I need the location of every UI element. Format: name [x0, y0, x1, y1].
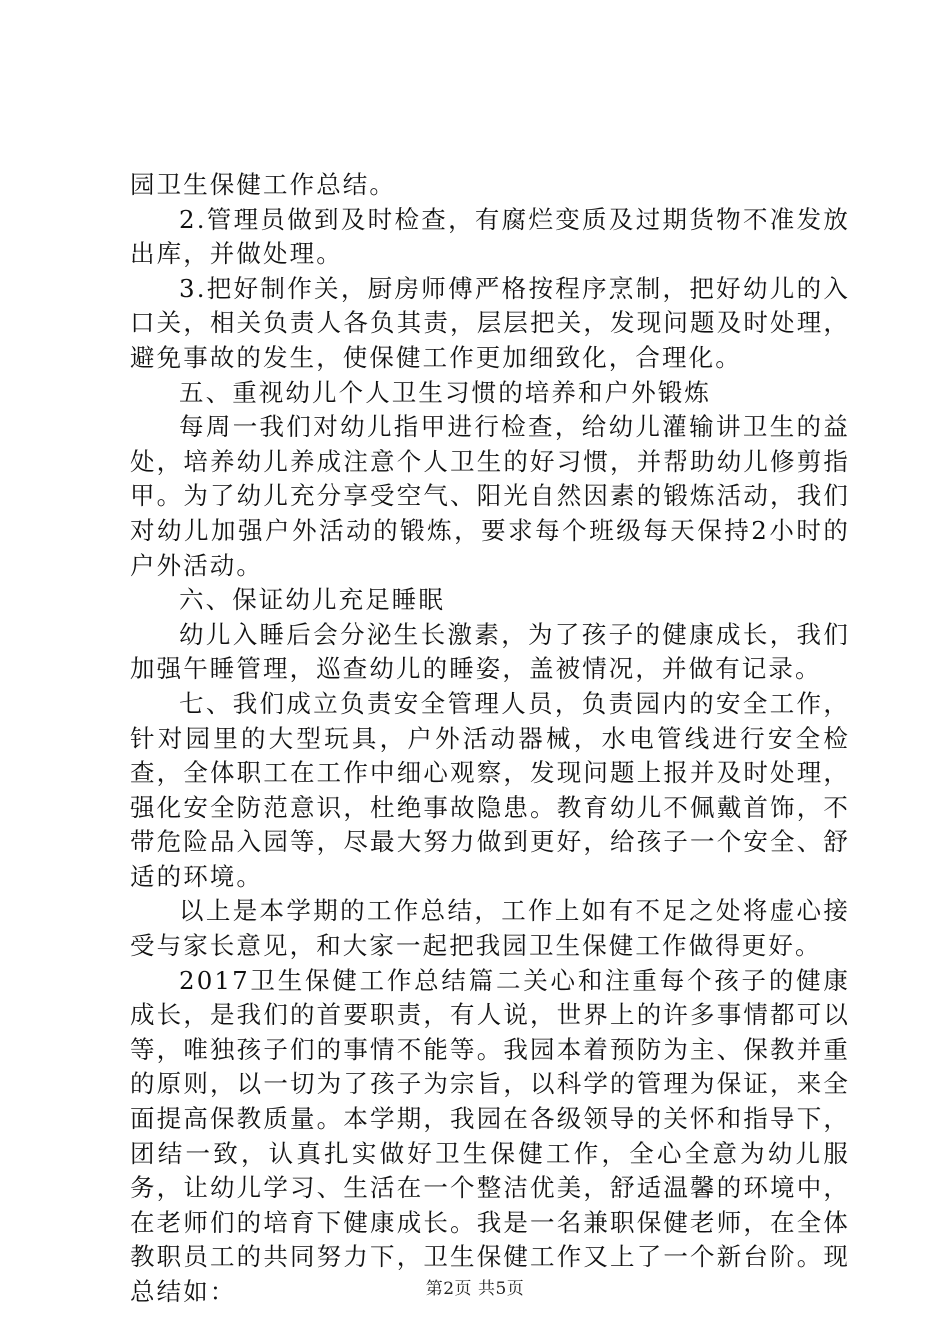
page-footer: 第2页 共5页: [425, 1279, 525, 1299]
paragraph-3: 3.把好制作关，厨房师傅严格按程序烹制，把好幼儿的入口关，相关负责人各负其责，层层把关，发现问题及时处理，避免事故的发生，使保健工作更加细致化，合理化。: [130, 273, 850, 372]
section-heading-6: 六、保证幼儿充足睡眠: [179, 585, 445, 615]
paragraph-7: 以上是本学期的工作总结，工作上如有不足之处将虚心接受与家长意见，和大家一起把我园卫生保健工作做得更好。: [130, 896, 850, 961]
paragraph-4: 每周一我们对幼儿指甲进行检查，给幼儿灌输讲卫生的益处，培养幼儿养成注意个人卫生的好习惯，并帮助幼儿修剪指甲。为了幼儿充分享受空气、阳光自然因素的锻炼活动，我们对幼儿加强户外活动的锻炼，要求每个班级每天保持2小时的户外活动。: [130, 412, 850, 580]
paragraph-8: 2017卫生保健工作总结篇二关心和注重每个孩子的健康成长，是我们的首要职责，有人说，世界上的许多事情都可以等，唯独孩子们的事情不能等。我园本着预防为主、保教并重的原则，以一切为了孩子为宗旨，以科学的管理为保证，来全面提高保教质量。本学期，我园在各级领导的关怀和指导下，团结一致，认真扎实做好卫生保健工作，全心全意为幼儿服务，让幼儿学习、生活在一个整洁优美，舒适温馨的环境中，在老师们的培育下健康成长。我是一名兼职保健老师，在全体教职员工的共同努力下，卫生保健工作又上了一个新台阶。现总结如：: [130, 965, 850, 1306]
paragraph-5: 幼儿入睡后会分泌生长激素，为了孩子的健康成长，我们加强午睡管理，巡查幼儿的睡姿，盖被情况，并做有记录。: [130, 619, 850, 684]
paragraph-2: 2.管理员做到及时检查，有腐烂变质及过期货物不准发放出库，并做处理。: [130, 204, 850, 269]
section-heading-5: 五、重视幼儿个人卫生习惯的培养和户外锻炼: [179, 377, 711, 407]
document-body: [130, 168, 850, 1310]
paragraph-1: 园卫生保健工作总结。: [130, 170, 396, 199]
paragraph-6: 七、我们成立负责安全管理人员，负责园内的安全工作，针对园里的大型玩具，户外活动器械，水电管线进行安全检查，全体职工在工作中细心观察，发现问题上报并及时处理，强化安全防范意识，杜绝事故隐患。教育幼儿不佩戴首饰，不带危险品入园等，尽最大努力做到更好，给孩子一个安全、舒适的环境。: [130, 688, 850, 891]
